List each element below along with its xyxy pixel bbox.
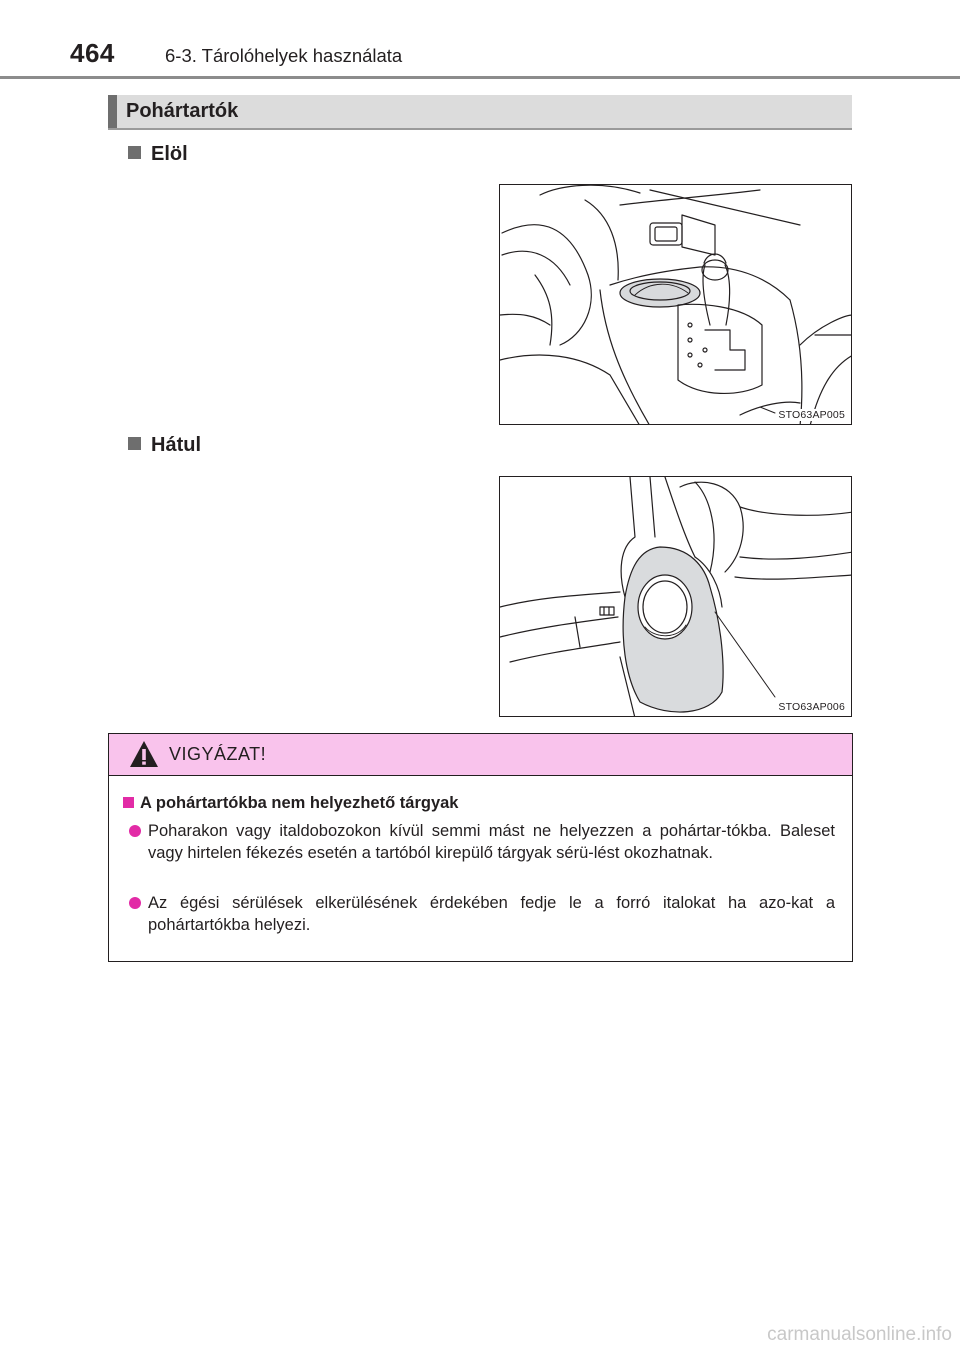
warning-box — [108, 733, 853, 962]
figure-front-code: STO63AP005 — [778, 409, 845, 421]
page-header — [0, 0, 960, 80]
section-accent — [108, 95, 117, 128]
circle-bullet-icon — [129, 897, 141, 909]
figure-rear-code: STO63AP006 — [778, 701, 845, 713]
watermark: carmanualsonline.info — [767, 1324, 952, 1345]
front-console-illustration — [500, 185, 852, 425]
figure-front-cupholder — [499, 184, 852, 425]
rear-console-illustration — [500, 477, 852, 717]
page-number: 464 — [70, 38, 115, 68]
subheading-rear — [128, 434, 201, 457]
chapter-title: 6-3. Tárolóhelyek használata — [165, 45, 403, 66]
warning-bullet — [129, 820, 835, 864]
square-bullet-icon — [128, 437, 141, 450]
square-bullet-icon — [128, 146, 141, 159]
warning-subheading-text: A pohártartókba nem helyezhető tárgyak — [140, 794, 459, 812]
section-heading-bar — [108, 95, 852, 130]
subheading-rear-text: Hátul — [151, 434, 201, 456]
warning-triangle-icon — [129, 740, 159, 768]
warning-bullet-text: Az égési sérülések elkerülésének érdekében fedje le a forró italokat ha azo-kat a pohártartókba helyezi. — [148, 894, 835, 934]
header-divider — [0, 76, 960, 79]
subheading-front — [128, 143, 188, 166]
circle-bullet-icon — [129, 825, 141, 837]
warning-subheading — [123, 794, 458, 813]
warning-bullet — [129, 892, 835, 936]
warning-bullet-text: Poharakon vagy italdobozokon kívül semmi mást ne helyezzen a pohártar-tókba. Baleset vagy hirtelen fékezés esetén a tartóból kirepülő tárgyak sérü-lést okozhatnak. — [148, 822, 835, 862]
warning-title: VIGYÁZAT! — [169, 744, 267, 764]
warning-header — [109, 734, 852, 776]
section-title: Pohártartók — [126, 100, 239, 122]
subheading-front-text: Elöl — [151, 143, 188, 165]
square-bullet-icon — [123, 797, 134, 808]
figure-rear-cupholder — [499, 476, 852, 717]
